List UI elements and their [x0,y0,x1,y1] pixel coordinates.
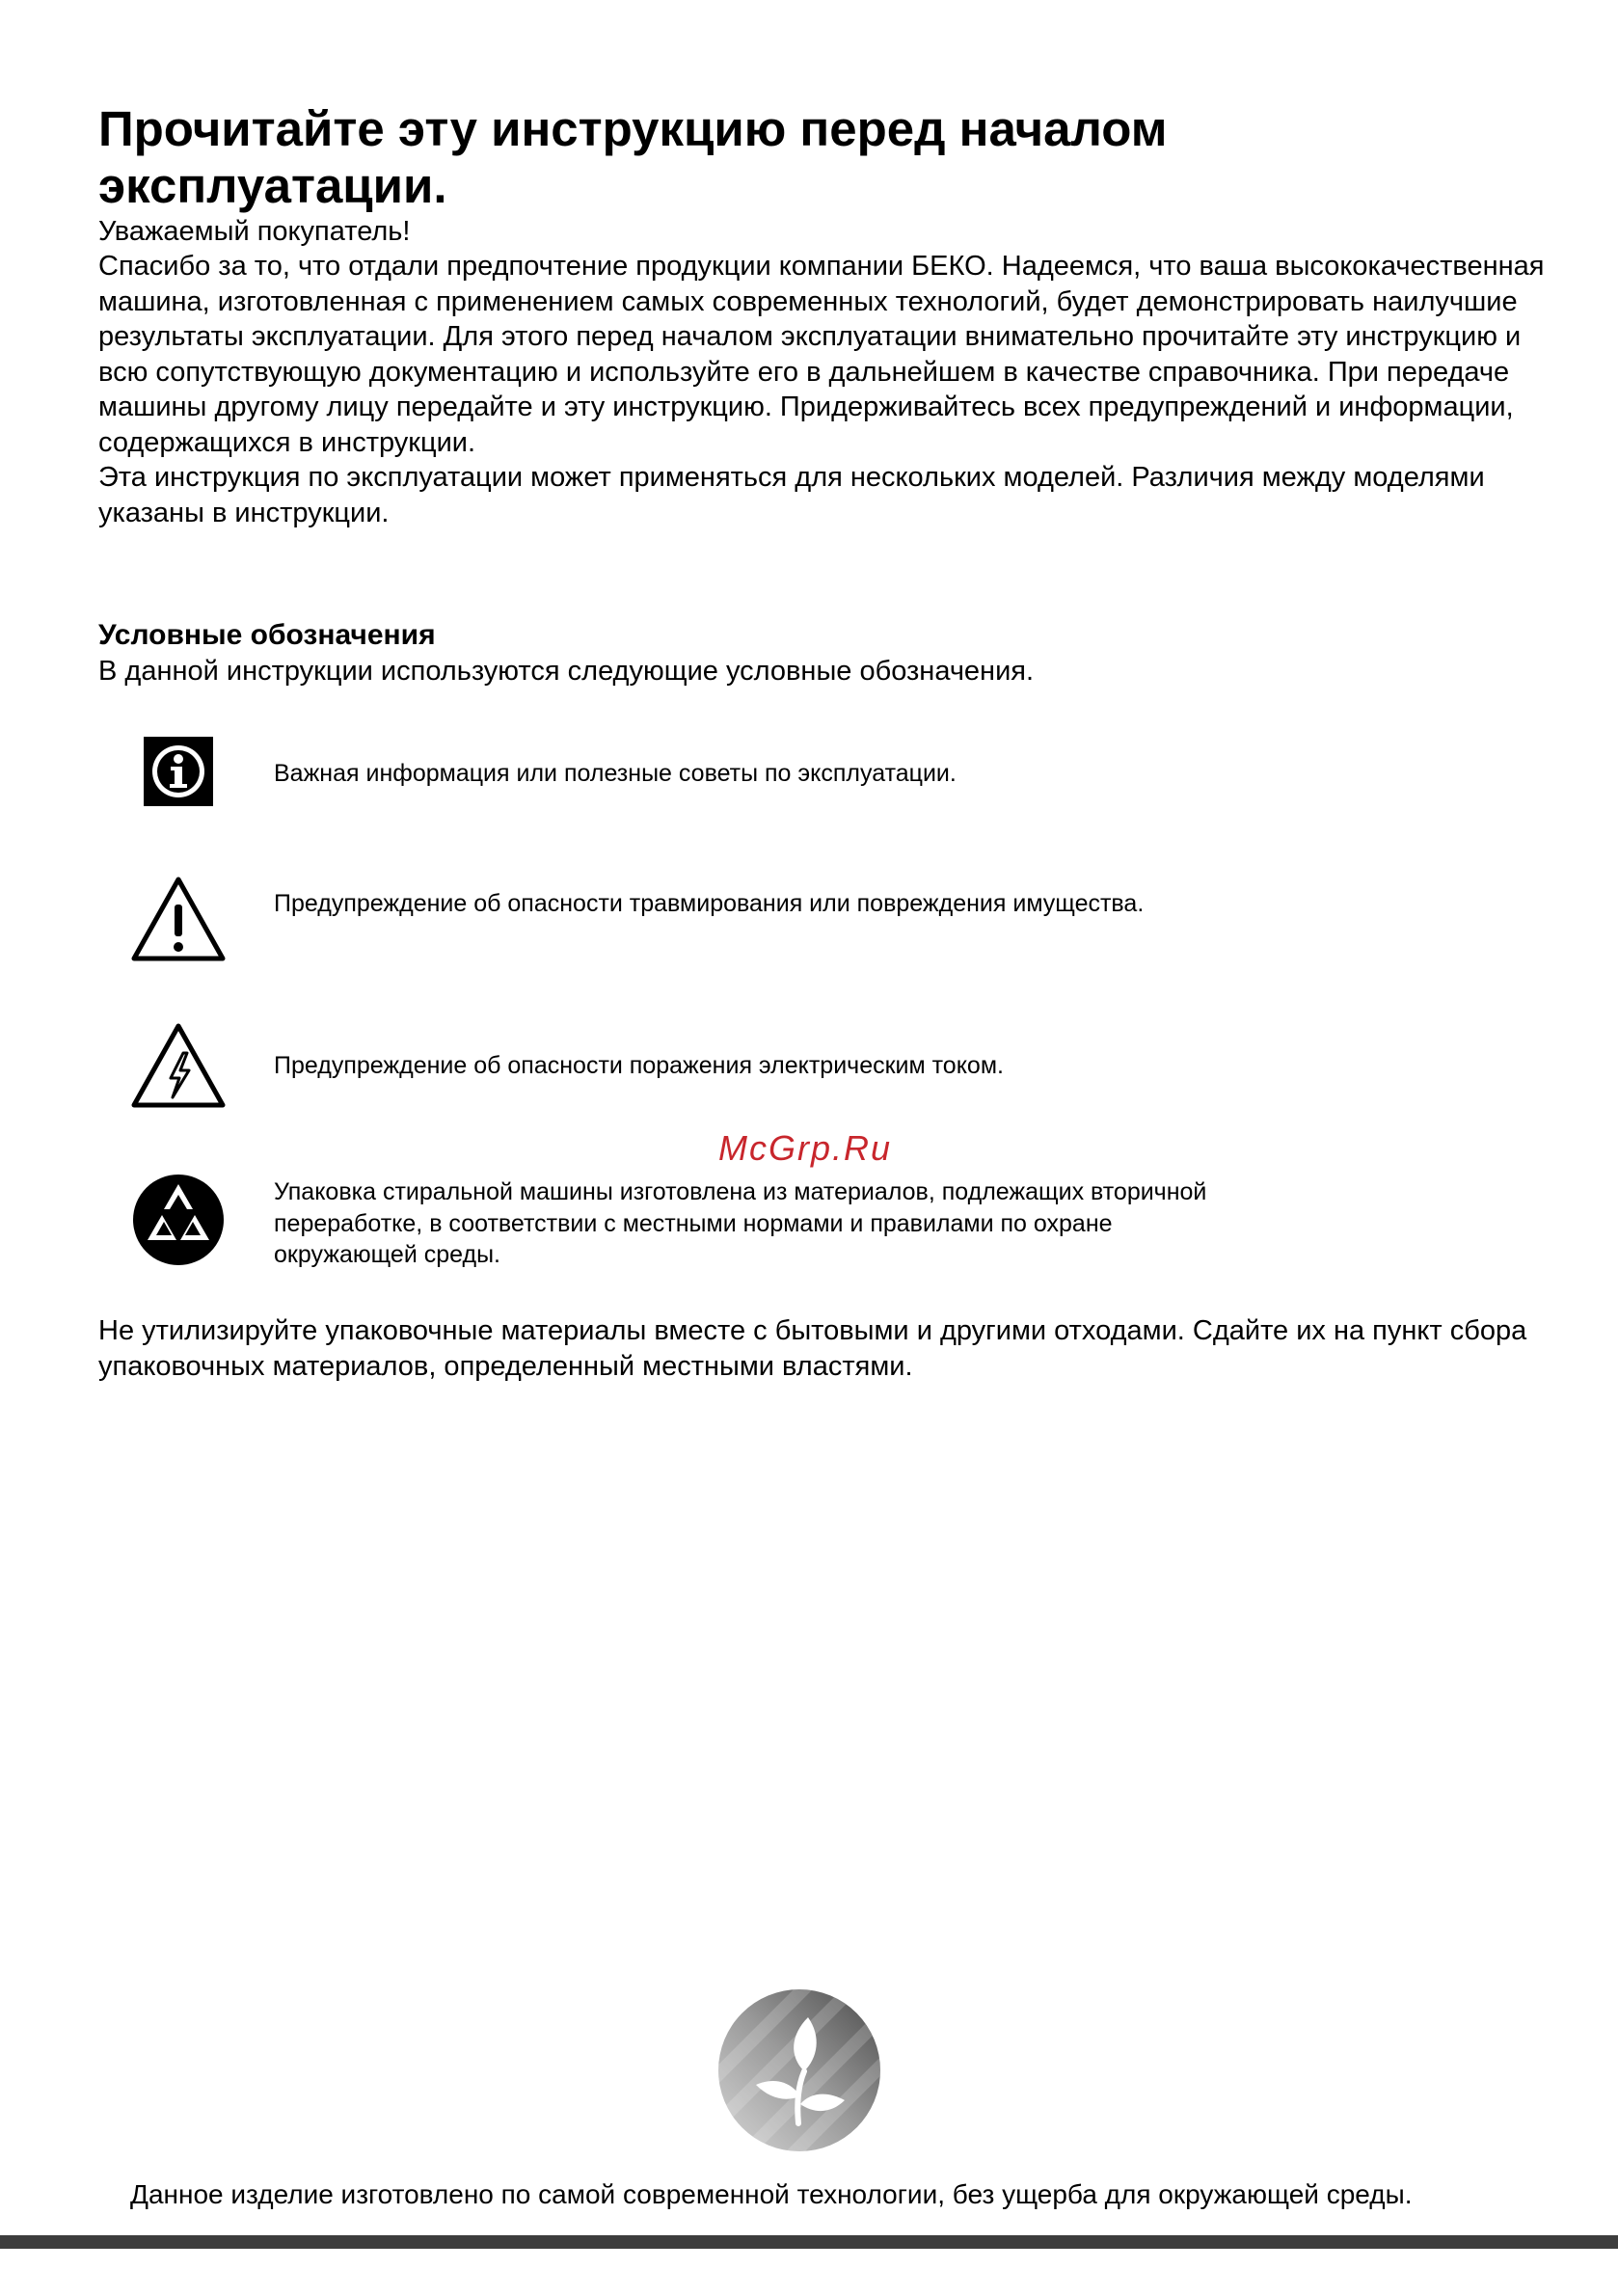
recycle-icon [125,1167,231,1273]
info-icon [125,718,231,824]
conventions-heading: Условные обозначения [98,619,436,651]
recycle-symbol-text: Упаковка стиральной машины изготовлена из материалов, подлежащих вторичной переработке, в соответствии с местными нормами и правилами по охране окружающей среды. [274,1178,1207,1268]
disposal-note-section [98,1313,1545,1384]
electric-shock-icon [125,1014,231,1121]
eco-leaf-icon [717,1988,881,2152]
footer-text: Данное изделие изготовлено по самой современной технологии, без ущерба для окружающей среды. [130,2179,1413,2209]
conventions-intro: В данной инструкции используются следующие условные обозначения. [98,656,1035,687]
electric-shock-symbol-text: Предупреждение об опасности поражения электрическим током. [274,1052,1004,1079]
disposal-note: Не утилизируйте упаковочные материалы вместе с бытовыми и другими отходами. Сдайте их на пункт сбора упаковочных материалов, определенный местными властями. [98,1315,1527,1382]
warning-symbol-text: Предупреждение об опасности травмирования или повреждения имущества. [274,890,1145,917]
warning-icon [125,868,231,974]
intro-paragraph: Спасибо за то, что отдали предпочтение продукции компании БЕКО. Надеемся, что ваша высококачественная машина, изготовленная с применением самых современных технологий, будет демонстрировать наилучшие результаты эксплуатации. Для этого перед началом эксплуатации внимательно прочитайте эту инструкцию и всю сопутствующую документацию и используйте его в дальнейшем в качестве справочника. При передаче машины другому лицу передайте и эту инструкцию. Придерживайтесь всех предупреждений и информации, содержащихся в инструкции. [98,251,1545,458]
page-title: Прочитайте эту инструкцию перед началом эксплуатации. [98,101,1168,214]
intro-section [98,249,1545,530]
info-symbol-text: Важная информация или полезные советы по эксплуатации. [274,760,957,787]
models-note: Эта инструкция по эксплуатации может применяться для нескольких моделей. Различия между моделями указаны в инструкции. [98,462,1485,528]
footer-bar [0,2235,1618,2249]
greeting: Уважаемый покупатель! [98,216,411,247]
watermark: McGrp.Ru [718,1128,893,1168]
